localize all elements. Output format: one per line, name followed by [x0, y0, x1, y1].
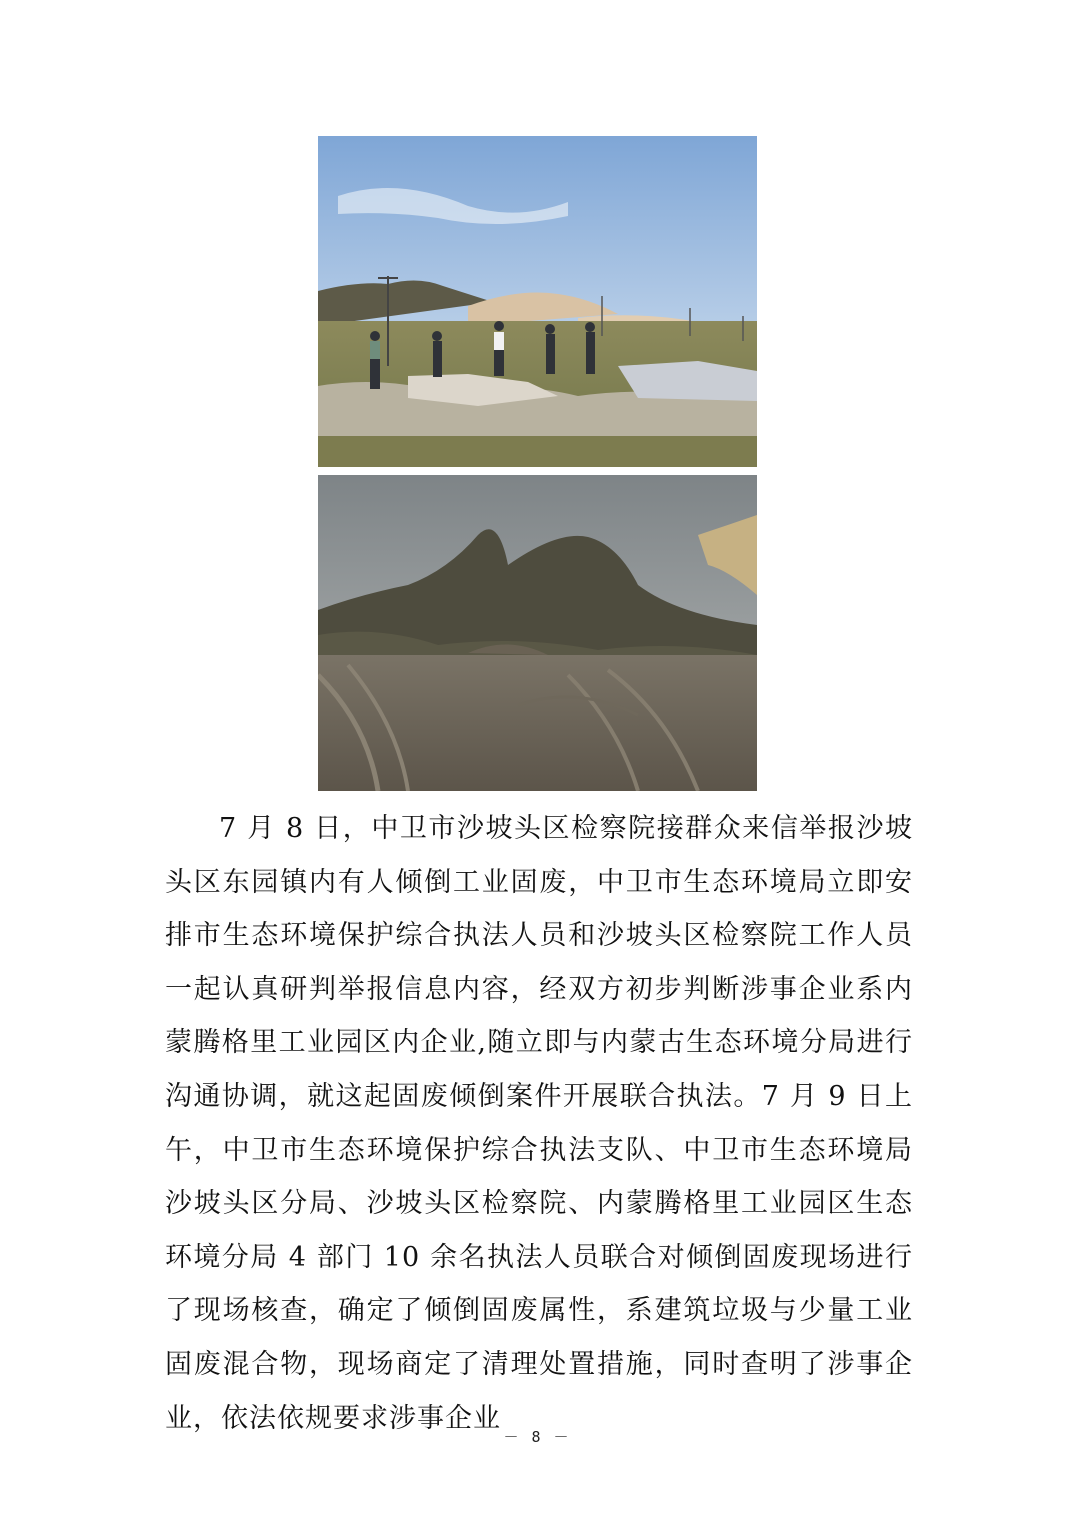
page-number: － 8 －	[503, 1428, 571, 1446]
paragraph: 7 月 8 日，中卫市沙坡头区检察院接群众来信举报沙坡头区东园镇内有人倾倒工业固废，中卫市生态环境局立即安排市生态环境保护综合执法人员和沙坡头区检察院工作人员一起认真研判举报信息内容，经双方初步判断涉事企业系内蒙腾格里工业园区内企业,随立即与内蒙古生态环境分局进行沟通协调，就这起固废倾倒案件开展联合执法。7 月 9 日上午，中卫市生态环境保护综合执法支队、中卫市生态环境局沙坡头区分局、沙坡头区检察院、内蒙腾格里工业园区生态环境分局 4 部门 10 余名执法人员联合对倾倒固废现场进行了现场核查，确定了倾倒固废属性，系建筑垃圾与少量工业固废混合物，现场商定了清理处置措施，同时查明了涉事企业，依法依规要求涉事企业	[165, 813, 913, 1434]
photo-site-inspection	[318, 136, 757, 467]
body-text	[165, 802, 913, 1445]
photo-dumping-site	[318, 475, 757, 791]
